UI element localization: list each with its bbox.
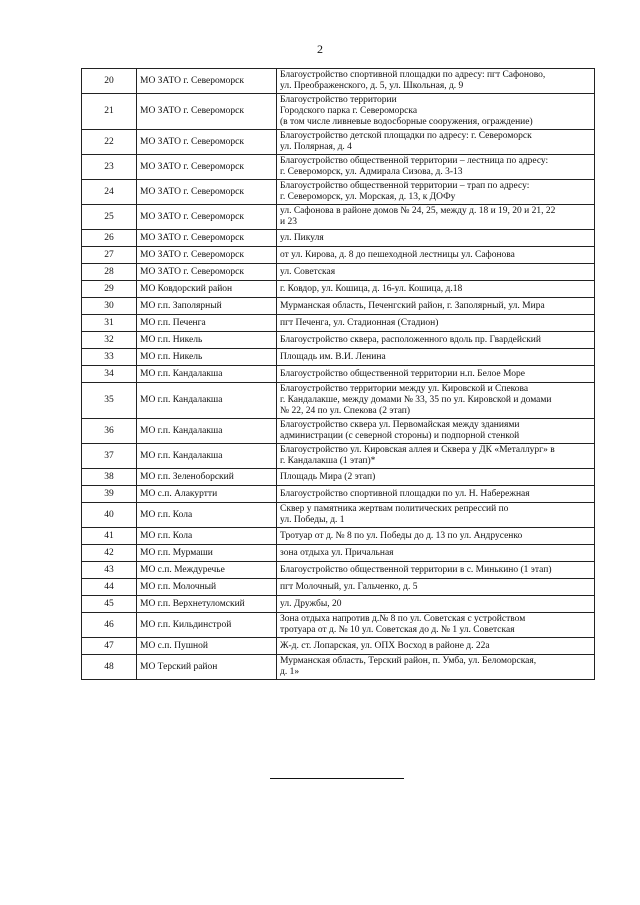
description-cell xyxy=(277,444,595,469)
row-number: 33 xyxy=(82,349,137,366)
row-number: 35 xyxy=(82,383,137,419)
row-number: 27 xyxy=(82,247,137,264)
description-line: Сквер у памятника жертвам политических репрессий по xyxy=(280,504,509,514)
municipality-cell: МО ЗАТО г. Североморск xyxy=(137,230,277,247)
row-number: 40 xyxy=(82,503,137,528)
municipality-cell: МО г.п. Верхнетуломский xyxy=(137,596,277,613)
table-row xyxy=(82,298,595,315)
description-cell xyxy=(277,366,595,383)
table-row xyxy=(82,655,595,680)
description-cell xyxy=(277,503,595,528)
description-cell xyxy=(277,655,595,680)
table-row xyxy=(82,281,595,298)
municipality-cell: МО с.п. Пушной xyxy=(137,638,277,655)
table-row xyxy=(82,528,595,545)
description-line: Площадь им. В.И. Ленина xyxy=(280,351,386,362)
description-line: Мурманская область, Печенгский район, г. Заполярный, ул. Мира xyxy=(280,300,545,311)
table-row xyxy=(82,596,595,613)
row-number: 48 xyxy=(82,655,137,680)
description-cell xyxy=(277,315,595,332)
municipality-cell: МО Ковдорский район xyxy=(137,281,277,298)
description-cell xyxy=(277,638,595,655)
description-line: г. Североморск, ул. Морская, д. 13, к ДОФу xyxy=(280,192,456,202)
description-line: г. Кандалакше, между домами № 33, 35 по ул. Кировской и домами xyxy=(280,395,552,405)
table-row xyxy=(82,94,595,130)
description-cell xyxy=(277,247,595,264)
description-cell xyxy=(277,562,595,579)
description-cell xyxy=(277,419,595,444)
description-line: Благоустройство спортивной площадки по адресу: пгт Сафоново, xyxy=(280,70,546,80)
table-row xyxy=(82,469,595,486)
description-line: Городского парка г. Североморска xyxy=(280,106,418,116)
table-row xyxy=(82,613,595,638)
row-number: 31 xyxy=(82,315,137,332)
description-line: ул. Дружбы, 20 xyxy=(280,598,342,609)
description-line: Благоустройство сквера, расположенного вдоль пр. Гвардейский xyxy=(280,334,541,345)
municipality-cell: МО г.п. Кандалакша xyxy=(137,366,277,383)
table-row xyxy=(82,444,595,469)
description-cell xyxy=(277,486,595,503)
description-cell xyxy=(277,579,595,596)
municipality-cell: МО с.п. Алакуртти xyxy=(137,486,277,503)
description-cell xyxy=(277,281,595,298)
municipality-cell: МО г.п. Печенга xyxy=(137,315,277,332)
municipality-cell: МО ЗАТО г. Североморск xyxy=(137,69,277,94)
table-row xyxy=(82,130,595,155)
description-line: пгт Печенга, ул. Стадионная (Стадион) xyxy=(280,317,439,328)
row-number: 36 xyxy=(82,419,137,444)
table-row xyxy=(82,638,595,655)
table-row xyxy=(82,486,595,503)
row-number: 39 xyxy=(82,486,137,503)
row-number: 37 xyxy=(82,444,137,469)
row-number: 21 xyxy=(82,94,137,130)
municipality-cell: МО г.п. Кандалакша xyxy=(137,383,277,419)
row-number: 28 xyxy=(82,264,137,281)
page-number: 2 xyxy=(317,42,323,56)
description-cell xyxy=(277,613,595,638)
description-line: Благоустройство общественной территории в с. Минькино (1 этап) xyxy=(280,564,552,575)
table-row xyxy=(82,230,595,247)
row-number: 42 xyxy=(82,545,137,562)
description-cell xyxy=(277,264,595,281)
description-line: Благоустройство детской площадки по адресу: г. Североморск xyxy=(280,131,532,141)
description-cell xyxy=(277,94,595,130)
municipality-cell: МО г.п. Мурмаши xyxy=(137,545,277,562)
description-line: ул. Советская xyxy=(280,266,336,277)
description-line: Зона отдыха напротив д.№ 8 по ул. Советская с устройством xyxy=(280,614,526,624)
description-line: и 23 xyxy=(280,217,297,227)
row-number: 34 xyxy=(82,366,137,383)
description-cell xyxy=(277,130,595,155)
description-line: Площадь Мира (2 этап) xyxy=(280,471,376,482)
table-row xyxy=(82,562,595,579)
table-row xyxy=(82,315,595,332)
municipality-cell: МО г.п. Никель xyxy=(137,332,277,349)
table-row xyxy=(82,545,595,562)
row-number: 32 xyxy=(82,332,137,349)
municipality-cell: МО Терский район xyxy=(137,655,277,680)
description-line: Ж-д. ст. Лопарская, ул. ОПХ Восход в районе д. 22а xyxy=(280,640,490,651)
municipality-cell: МО г.п. Кола xyxy=(137,503,277,528)
municipality-cell: МО ЗАТО г. Североморск xyxy=(137,180,277,205)
table-row xyxy=(82,332,595,349)
municipality-cell: МО г.п. Кандалакша xyxy=(137,419,277,444)
table-row xyxy=(82,180,595,205)
table-row xyxy=(82,155,595,180)
description-line: тротуара от д. № 10 ул. Советская до д. № 1 ул. Советская xyxy=(280,625,515,635)
row-number: 23 xyxy=(82,155,137,180)
description-line: ул. Преображенского, д. 5, ул. Школьная, д. 9 xyxy=(280,81,464,91)
municipality-cell: МО ЗАТО г. Североморск xyxy=(137,94,277,130)
row-number: 41 xyxy=(82,528,137,545)
table-row xyxy=(82,366,595,383)
municipality-cell: МО г.п. Кола xyxy=(137,528,277,545)
municipality-cell: МО г.п. Кильдинстрой xyxy=(137,613,277,638)
description-line: Благоустройство сквера ул. Первомайская между зданиями xyxy=(280,420,520,430)
description-cell xyxy=(277,69,595,94)
row-number: 43 xyxy=(82,562,137,579)
row-number: 22 xyxy=(82,130,137,155)
description-cell xyxy=(277,528,595,545)
description-cell xyxy=(277,383,595,419)
description-line: (в том числе ливневые водосборные сооружения, ограждение) xyxy=(280,117,533,127)
row-number: 26 xyxy=(82,230,137,247)
description-line: ул. Полярная, д. 4 xyxy=(280,142,352,152)
row-number: 24 xyxy=(82,180,137,205)
municipality-cell: МО с.п. Междуречье xyxy=(137,562,277,579)
row-number: 38 xyxy=(82,469,137,486)
description-line: г. Североморск, ул. Адмирала Сизова, д. 3-13 xyxy=(280,167,463,177)
row-number: 47 xyxy=(82,638,137,655)
row-number: 46 xyxy=(82,613,137,638)
description-line: администрации (с северной стороны) и подпорной стенкой xyxy=(280,431,520,441)
description-line: Благоустройство территории xyxy=(280,95,397,105)
territories-table xyxy=(81,68,595,680)
description-cell xyxy=(277,596,595,613)
description-line: пгт Молочный, ул. Гальченко, д. 5 xyxy=(280,581,418,592)
description-line: Благоустройство общественной территории – трап по адресу: xyxy=(280,181,530,191)
municipality-cell: МО ЗАТО г. Североморск xyxy=(137,205,277,230)
row-number: 29 xyxy=(82,281,137,298)
municipality-cell: МО г.п. Молочный xyxy=(137,579,277,596)
table-row xyxy=(82,205,595,230)
table-body xyxy=(82,69,595,680)
municipality-cell: МО г.п. Заполярный xyxy=(137,298,277,315)
description-line: Благоустройство спортивной площадки по ул. Н. Набережная xyxy=(280,488,530,499)
description-line: Благоустройство общественной территории н.п. Белое Море xyxy=(280,368,525,379)
municipality-cell: МО г.п. Зеленоборский xyxy=(137,469,277,486)
table-row xyxy=(82,419,595,444)
municipality-cell: МО ЗАТО г. Североморск xyxy=(137,130,277,155)
row-number: 20 xyxy=(82,69,137,94)
description-line: ул. Победы, д. 1 xyxy=(280,515,345,525)
table-row xyxy=(82,264,595,281)
description-cell xyxy=(277,205,595,230)
description-line: Мурманская область, Терский район, п. Умба, ул. Беломорская, xyxy=(280,656,537,666)
description-cell xyxy=(277,545,595,562)
municipality-cell: МО г.п. Кандалакша xyxy=(137,444,277,469)
description-cell xyxy=(277,349,595,366)
row-number: 30 xyxy=(82,298,137,315)
description-line: Благоустройство общественной территории – лестница по адресу: xyxy=(280,156,549,166)
description-line: № 22, 24 по ул. Спекова (2 этап) xyxy=(280,406,411,416)
table-row xyxy=(82,579,595,596)
description-cell xyxy=(277,298,595,315)
description-line: ул. Пикуля xyxy=(280,232,324,243)
description-line: ул. Сафонова в районе домов № 24, 25, между д. 18 и 19, 20 и 21, 22 xyxy=(280,206,556,216)
table-row xyxy=(82,247,595,264)
end-rule xyxy=(270,778,404,779)
description-line: г. Ковдор, ул. Кошица, д. 16-ул. Кошица, д.18 xyxy=(280,283,463,294)
table-row xyxy=(82,383,595,419)
description-cell xyxy=(277,180,595,205)
description-line: г. Кандалакша (1 этап)* xyxy=(280,456,376,466)
row-number: 45 xyxy=(82,596,137,613)
table-row xyxy=(82,503,595,528)
municipality-cell: МО ЗАТО г. Североморск xyxy=(137,155,277,180)
description-line: зона отдыха ул. Причальная xyxy=(280,547,394,558)
municipality-cell: МО г.п. Никель xyxy=(137,349,277,366)
row-number: 25 xyxy=(82,205,137,230)
description-line: от ул. Кирова, д. 8 до пешеходной лестницы ул. Сафонова xyxy=(280,249,515,260)
description-cell xyxy=(277,155,595,180)
table-row xyxy=(82,69,595,94)
description-cell xyxy=(277,332,595,349)
description-line: Тротуар от д. № 8 по ул. Победы до д. 13 по ул. Андрусенко xyxy=(280,530,523,541)
municipality-cell: МО ЗАТО г. Североморск xyxy=(137,264,277,281)
description-cell xyxy=(277,469,595,486)
table-row xyxy=(82,349,595,366)
description-line: Благоустройство ул. Кировская аллея и Сквера у ДК «Металлург» в xyxy=(280,445,555,455)
municipality-cell: МО ЗАТО г. Североморск xyxy=(137,247,277,264)
description-line: Благоустройство территории между ул. Кировской и Спекова xyxy=(280,384,529,394)
description-cell xyxy=(277,230,595,247)
row-number: 44 xyxy=(82,579,137,596)
description-line: д. 1» xyxy=(280,667,300,677)
